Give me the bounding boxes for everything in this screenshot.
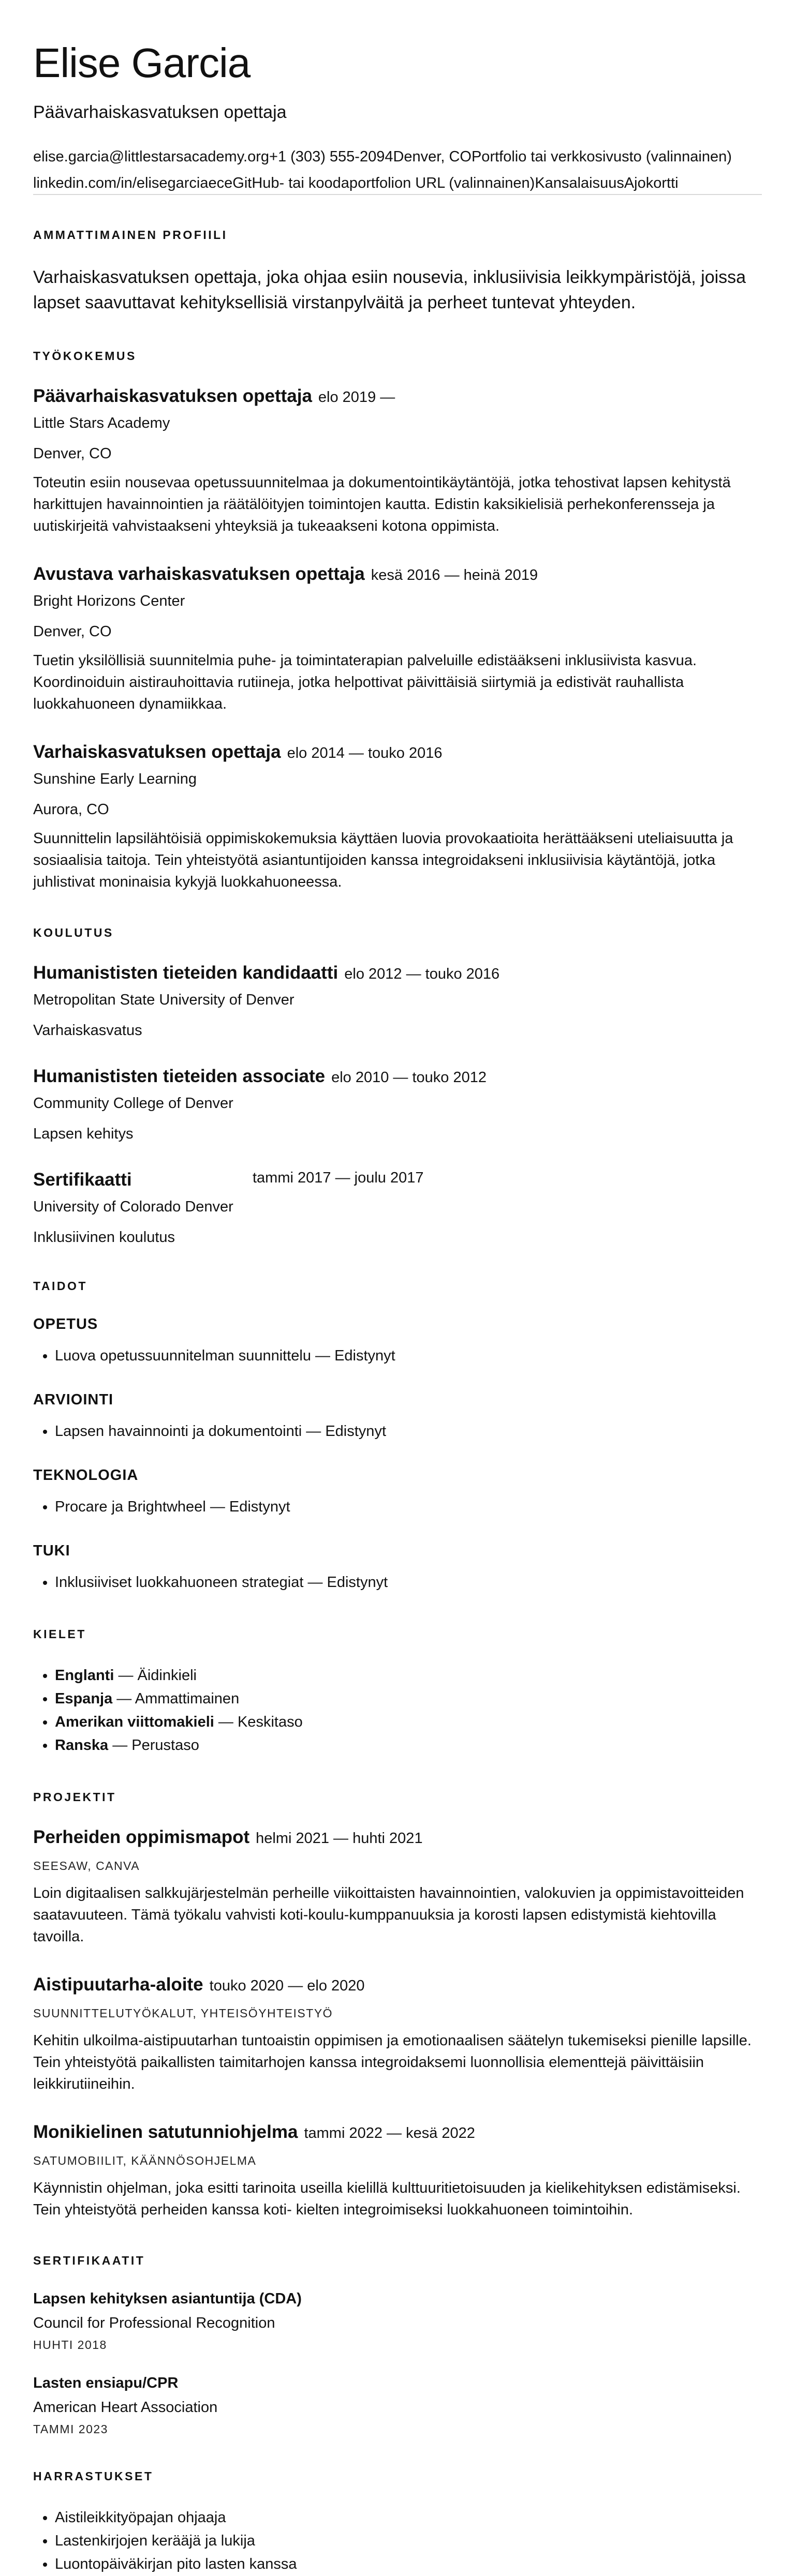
skill-group-name: TEKNOLOGIA	[33, 1466, 139, 1484]
project-title: Aistipuutarha-aloite	[33, 1974, 203, 1995]
education-entry	[33, 1066, 762, 1143]
job-location: Aurora, CO	[33, 801, 109, 818]
language-name: Englanti	[55, 1667, 114, 1684]
projects-section	[33, 1790, 762, 2221]
degree-name: Sertifikaatti	[33, 1170, 132, 1190]
section-heading: KIELET	[33, 1627, 86, 1641]
field-of-study: Lapsen kehitys	[33, 1126, 134, 1143]
languages-section	[33, 1627, 762, 1757]
person-name: Elise Garcia	[33, 40, 251, 86]
certification-issuer: Council for Professional Recognition	[33, 2314, 275, 2331]
job-dates: elo 2019 —	[318, 388, 395, 406]
section-heading: AMMATTIMAINEN PROFIILI	[33, 228, 228, 242]
education-dates: elo 2010 — touko 2012	[331, 1069, 487, 1086]
section-heading: PROJEKTIT	[33, 1790, 116, 1804]
job-role: Varhaiskasvatuksen opettaja	[33, 741, 281, 762]
skill-group	[33, 1316, 762, 1368]
section-heading: HARRASTUKSET	[33, 2469, 154, 2483]
profile-summary: Varhaiskasvatuksen opettaja, joka ohjaa esiin nousevia, inklusiivisia leikkympäristöjä, joissa lapset saavuttavat kehityksellisiä virstanpylväitä ja perheet tuntevat yhteyden.	[33, 267, 746, 313]
certifications-section	[33, 2254, 762, 2436]
profile-section	[33, 228, 762, 316]
education-entry	[33, 963, 762, 1039]
skills-section	[33, 1279, 762, 1594]
project-entry	[33, 2122, 762, 2221]
skill-item: • Inklusiiviset luokkahuoneen strategiat — Edistynyt	[55, 1571, 762, 1594]
skill-group	[33, 1391, 762, 1443]
language-level: Äidinkieli	[137, 1667, 197, 1684]
job-description: Tuetin yksilöllisiä suunnitelmia puhe- ja toimintaterapian palveluille edistääkseni inklusiivista kasvua. Koordinoiduin aistirauhoittavia rutiineja, jotka helpottivat päivittäisiä siirtymiä ja edistivät rauhallista luokkahuoneen dynamiikkaa.	[33, 652, 697, 712]
language-level: Perustaso	[131, 1736, 199, 1754]
job-description: Toteutin esiin nousevaa opetussuunnitelmaa ja dokumentointikäytäntöjä, jotka tehostivat lapsen kehitystä harkittujen havainnointien ja räätälöityjen toimintojen kautta. Edistin kaksikielisiä perhekonferensseja ja uutiskirjeitä vahvistaakseni yhteyksiä ja tukeaakseni kotona oppimista.	[33, 474, 731, 534]
skill-group-name: TUKI	[33, 1542, 70, 1559]
job-dates: elo 2014 — touko 2016	[287, 744, 443, 761]
certification-name: Lapsen kehityksen asiantuntija (CDA)	[33, 2290, 302, 2307]
project-dates: helmi 2021 — huhti 2021	[256, 1830, 423, 1847]
certification-issuer: American Heart Association	[33, 2399, 218, 2416]
language-item: • Amerikan viittomakieli — Keskitaso	[55, 1711, 762, 1734]
contact-row-secondary	[33, 175, 762, 195]
project-title: Perheiden oppimismapot	[33, 1826, 250, 1847]
skill-item: • Lapsen havainnointi ja dokumentointi — Edistynyt	[55, 1420, 762, 1443]
language-list	[33, 1664, 762, 1757]
hobby-list	[33, 2506, 762, 2576]
employer: Sunshine Early Learning	[33, 770, 197, 787]
field-of-study: Varhaiskasvatus	[33, 1022, 142, 1039]
hobby-item: • Luontopäiväkirjan pito lasten kanssa	[55, 2553, 762, 2576]
job-dates: kesä 2016 — heinä 2019	[371, 566, 538, 583]
contact-citizenship: Kansalaisuus	[535, 175, 624, 191]
project-dates: touko 2020 — elo 2020	[209, 1977, 365, 1994]
school-name: Community College of Denver	[33, 1095, 233, 1112]
employer: Bright Horizons Center	[33, 592, 185, 609]
contact-email[interactable]: elise.garcia@littlestarsacademy.org	[33, 148, 270, 165]
education-dates: tammi 2017 — joulu 2017	[253, 1170, 424, 1187]
language-item: • Espanja — Ammattimainen	[55, 1687, 762, 1711]
education-entry	[33, 1170, 762, 1246]
language-level: Ammattimainen	[135, 1690, 240, 1707]
field-of-study: Inklusiivinen koulutus	[33, 1229, 175, 1246]
skill-group-name: OPETUS	[33, 1316, 98, 1333]
education-dates: elo 2012 — touko 2016	[344, 966, 500, 983]
contact-portfolio[interactable]: Portfolio tai verkkosivusto (valinnainen)	[471, 148, 732, 165]
language-name: Ranska	[55, 1736, 109, 1754]
degree-name: Humanististen tieteiden kandidaatti	[33, 963, 338, 983]
project-tools: SUUNNITTELUTYÖKALUT, YHTEISÖYHTEISTYÖ	[33, 2006, 333, 2020]
section-heading: TYÖKOKEMUS	[33, 349, 137, 363]
experience-entry	[33, 386, 762, 537]
certification-entry	[33, 2290, 762, 2352]
project-entry	[33, 1974, 762, 2095]
employer: Little Stars Academy	[33, 414, 170, 431]
project-tools: SEESAW, CANVA	[33, 1859, 140, 1873]
certification-date: HUHTI 2018	[33, 2338, 107, 2352]
education-section	[33, 926, 762, 1246]
certification-entry	[33, 2375, 762, 2436]
school-name: University of Colorado Denver	[33, 1199, 233, 1216]
contact-row-primary	[33, 148, 762, 166]
skill-item: • Procare ja Brightwheel — Edistynyt	[55, 1495, 762, 1519]
language-name: Amerikan viittomakieli	[55, 1713, 214, 1730]
experience-entry	[33, 564, 762, 715]
job-role: Päävarhaiskasvatuksen opettaja	[33, 385, 312, 406]
language-name: Espanja	[55, 1690, 113, 1707]
project-tools: SATUMOBIILIT, KÄÄNNÖSOHJELMA	[33, 2153, 257, 2167]
project-description: Kehitin ulkoilma-aistipuutarhan tuntoaistin oppimisen ja emotionaalisen säätelyn tukemiseksi pienille lapsille. Tein yhteistyötä paikallisten taimitarhojen kanssa integroidaksemi luonnollisia elementtejä päivittäisiin leikkirutiineihin.	[33, 2032, 752, 2092]
job-location: Denver, CO	[33, 445, 112, 462]
language-level: Keskitaso	[237, 1713, 303, 1730]
skill-group	[33, 1542, 762, 1594]
section-heading: TAIDOT	[33, 1279, 87, 1293]
language-item: • Ranska — Perustaso	[55, 1734, 762, 1757]
project-entry	[33, 1827, 762, 1948]
certification-name: Lasten ensiapu/CPR	[33, 2374, 179, 2391]
project-dates: tammi 2022 — kesä 2022	[304, 2124, 475, 2141]
skill-group	[33, 1467, 762, 1519]
degree-name: Humanististen tieteiden associate	[33, 1066, 326, 1087]
contact-linkedin[interactable]: linkedin.com/in/elisegarciaece	[33, 175, 233, 191]
skill-item: • Luova opetussuunnitelman suunnittelu — Edistynyt	[55, 1344, 762, 1368]
contact-phone[interactable]: +1 (303) 555-2094	[269, 148, 393, 165]
section-heading: KOULUTUS	[33, 926, 114, 940]
certification-date: TAMMI 2023	[33, 2422, 108, 2436]
experience-entry	[33, 742, 762, 893]
job-title: Päävarhaiskasvatuksen opettaja	[33, 102, 287, 122]
language-item: • Englanti — Äidinkieli	[55, 1664, 762, 1687]
contact-drivers-license: Ajokortti	[624, 175, 679, 191]
project-description: Käynnistin ohjelman, joka esitti tarinoita useilla kielillä kulttuuritietoisuuden ja kielikehityksen edistämiseksi. Tein yhteistyötä perheiden kanssa koti- kielten integroimiseksi luokkahuoneen toimintoihin.	[33, 2179, 741, 2218]
job-location: Denver, CO	[33, 623, 112, 640]
project-title: Monikielinen satutunniohjelma	[33, 2121, 298, 2142]
school-name: Metropolitan State University of Denver	[33, 992, 295, 1009]
experience-section	[33, 349, 762, 893]
hobby-item: • Aistileikkityöpajan ohjaaja	[55, 2506, 762, 2529]
skill-group-name: ARVIOINTI	[33, 1391, 114, 1408]
resume-header	[33, 41, 762, 195]
project-description: Loin digitaalisen salkkujärjestelmän perheille viikoittaisten havainnointien, valokuvien ja oppimistavoitteiden saatavuuteen. Tämä työkalu vahvisti koti-koulu-kumppanuuksia ja korosti lapsen edistymistä kiehtovilla tavoilla.	[33, 1884, 744, 1945]
job-description: Suunnittelin lapsilähtöisiä oppimiskokemuksia käyttäen luovia provokaatioita herättääkseni uteliaisuutta ja sosiaalisia taitoja. Tein yhteistyötä asiantuntijoiden kanssa integroidakseni inklusiivisia käytäntöjä, jotka juhlistivat moninaisia kykyjä luokkahuoneessa.	[33, 830, 733, 890]
hobby-item: • Lastenkirjojen kerääjä ja lukija	[55, 2529, 762, 2553]
hobbies-section	[33, 2469, 762, 2576]
section-heading: SERTIFIKAATIT	[33, 2253, 145, 2267]
job-role: Avustava varhaiskasvatuksen opettaja	[33, 563, 365, 584]
contact-github[interactable]: GitHub- tai koodaportfolion URL (valinnainen)	[232, 175, 535, 191]
contact-location: Denver, CO	[393, 148, 472, 165]
